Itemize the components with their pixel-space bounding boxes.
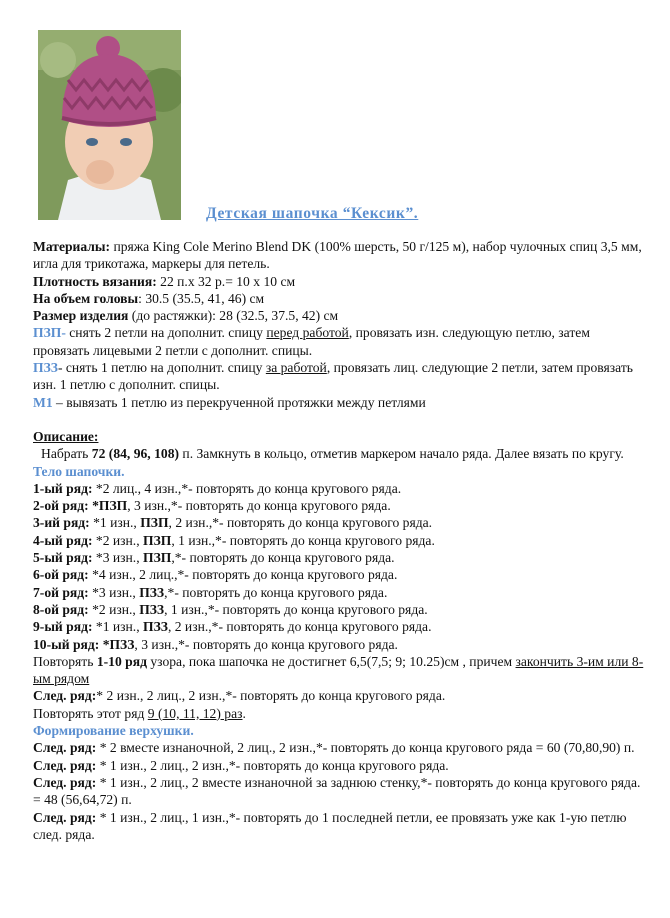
body-row-label: 8-ой ряд: xyxy=(33,601,93,617)
body-row-label: 2-ой ряд: xyxy=(33,498,93,514)
repeat2-text: Повторять этот ряд xyxy=(33,705,148,721)
body-row-part: *ПЗП xyxy=(92,498,128,514)
crown-row-text: * 1 изн., 2 лиц., 1 изн.,*- повторять до 1 последней петли, ее провязать уже как 1-ую петлю след. ряда. xyxy=(33,809,627,842)
body-row-part: , 2 изн.,*- повторять до конца кругового ряда. xyxy=(168,515,433,531)
body-heading: Тело шапочки. xyxy=(33,463,125,479)
abbr-pzp-underline: перед работой xyxy=(266,325,349,341)
abbr-pzp xyxy=(33,324,645,359)
body-row xyxy=(33,601,645,618)
crown-row xyxy=(33,774,645,809)
body-row-label: 4-ый ряд: xyxy=(33,532,96,548)
body-rows xyxy=(33,480,645,653)
body-row-part: ,*- повторять до конца кругового ряда. xyxy=(164,584,388,600)
body-row xyxy=(33,566,645,583)
repeat-line xyxy=(33,653,645,688)
abbr-m1-label: М1 xyxy=(33,394,53,410)
body-row xyxy=(33,514,645,531)
item-size-text: (до растяжки): 28 (32.5, 37.5, 42) см xyxy=(128,308,339,324)
crown-row xyxy=(33,809,645,844)
head-size-line xyxy=(33,290,645,307)
gauge-text: 22 п.х 32 р.= 10 х 10 см xyxy=(156,273,296,289)
abbr-pzp-text-end: , провязать изн. следующую петлю, затем провязать лицевыми 2 петли с дополнит. спицы. xyxy=(33,325,590,358)
abbr-pzz-label: ПЗЗ xyxy=(33,360,58,376)
body-row-part: ПЗЗ xyxy=(139,601,165,617)
repeat2-underline: 9 (10, 11, 12) раз xyxy=(147,705,243,721)
crown-row xyxy=(33,757,645,774)
body-row-part: *4 изн., 2 лиц.,*- повторять до конца кругового ряда. xyxy=(92,567,398,583)
crown-row-label: След. ряд: xyxy=(33,757,97,773)
abbr-m1-text: – вывязать 1 петлю из перекрученной протяжки между петлями xyxy=(52,394,426,410)
next-row-line xyxy=(33,687,645,704)
body-row-part: ПЗП xyxy=(140,515,169,531)
cast-on-text-end: п. Замкнуть в кольцо, отметив маркером начало ряда. Далее вязать по кругу. xyxy=(179,446,624,462)
repeat2-line xyxy=(33,705,645,722)
head-size-label: На объем головы xyxy=(33,290,139,306)
baby-hat-photo xyxy=(38,30,181,220)
body-row-part: *ПЗЗ xyxy=(102,636,135,652)
abbr-pzz xyxy=(33,359,645,394)
body-row-part: , 3 изн.,*- повторять до конца кругового ряда. xyxy=(127,498,391,514)
crown-row xyxy=(33,739,645,756)
body-row xyxy=(33,636,645,653)
body-row xyxy=(33,549,645,566)
cast-on-count: 72 (84, 96, 108) xyxy=(91,446,180,462)
body-row-part: ПЗП xyxy=(143,550,172,566)
body-row-part: *3 изн., xyxy=(92,584,140,600)
crown-rows xyxy=(33,739,645,843)
body-row-part: ПЗП xyxy=(143,532,172,548)
body-row xyxy=(33,480,645,497)
body-row-label: 7-ой ряд: xyxy=(33,584,93,600)
abbr-m1 xyxy=(33,394,645,411)
crown-row-label: След. ряд: xyxy=(33,809,97,825)
body-row-label: 5-ый ряд: xyxy=(33,550,96,566)
body-row-label: 1-ый ряд: xyxy=(33,480,96,496)
baby-in-knitted-hat-photo-icon xyxy=(38,30,181,220)
gauge-label: Плотность вязания: xyxy=(33,273,157,289)
body-row-label: 3-ий ряд: xyxy=(33,515,94,531)
gauge-line xyxy=(33,273,645,290)
cast-on-line xyxy=(33,445,645,462)
body-row xyxy=(33,497,645,514)
body-row-part: *2 изн., xyxy=(92,601,140,617)
item-size-line xyxy=(33,307,645,324)
body-row-label: 9-ый ряд: xyxy=(33,619,96,635)
body-row-part: *2 изн., xyxy=(95,532,143,548)
abbr-pzz-text-end: , провязать лиц. следующие 2 петли, затем провязать изн. 1 петлю с дополнит. спицы. xyxy=(33,360,633,393)
item-size-label: Размер изделия xyxy=(33,308,129,324)
next-row-label: След. ряд: xyxy=(33,688,97,704)
crown-row-label: След. ряд: xyxy=(33,774,97,790)
pattern-text xyxy=(33,238,645,843)
crown-row-text: * 1 изн., 2 лиц., 2 изн.,*- повторять до конца кругового ряда. xyxy=(96,757,449,773)
cast-on-text: Набрать xyxy=(41,446,92,462)
body-row xyxy=(33,532,645,549)
crown-row-text: * 1 изн., 2 лиц., 2 вместе изнаночной за заднюю стенку,*- повторять до конца кругового ряда. = 48 (56,64,72) п. xyxy=(33,774,641,808)
next-row-text: * 2 изн., 2 лиц., 2 изн.,*- повторять до конца кругового ряда. xyxy=(96,688,446,704)
body-row-label: 6-ой ряд: xyxy=(33,567,93,583)
body-row-part: *1 изн., xyxy=(95,619,143,635)
abbr-pzp-text: снять 2 петли на дополнит. спицу xyxy=(65,325,267,341)
body-row xyxy=(33,618,645,635)
body-row-part: , 1 изн.,*- повторять до конца кругового ряда. xyxy=(171,532,435,548)
crown-row-text: * 2 вместе изнаночной, 2 лиц., 2 изн.,*- повторять до конца кругового ряда = 60 (70,80,90) п. xyxy=(96,740,635,756)
abbr-pzz-text: - снять 1 петлю на дополнит. спицу xyxy=(57,360,266,376)
body-row-part: *1 изн., xyxy=(93,515,141,531)
body-row-part: , 2 изн.,*- повторять до конца кругового ряда. xyxy=(167,619,432,635)
description-heading: Описание: xyxy=(33,428,99,444)
materials-text: пряжа King Cole Merino Blend DK (100% шерсть, 50 г/125 м), набор чулочных спиц 3,5 мм, игла для трикотажа, маркеры для петель. xyxy=(33,239,642,272)
body-row-part: ,*- повторять до конца кругового ряда. xyxy=(171,550,395,566)
body-row-part: , 3 изн.,*- повторять до конца кругового ряда. xyxy=(134,636,398,652)
abbr-pzp-label: ПЗП- xyxy=(33,325,66,341)
repeat-text: Повторять xyxy=(33,653,97,669)
repeat-text-mid: узора, пока шапочка не достигнет 6,5(7,5; 9; 10.25)см , причем xyxy=(146,653,516,669)
repeat2-text-end: . xyxy=(242,705,246,721)
crown-heading: Формирование верхушки. xyxy=(33,723,194,739)
materials-line xyxy=(33,238,645,273)
abbr-pzz-underline: за работой xyxy=(265,360,327,376)
body-row xyxy=(33,584,645,601)
page-title: Детская шапочка “Кексик”. xyxy=(206,205,419,222)
crown-row-label: След. ряд: xyxy=(33,740,97,756)
body-row-part: *3 изн., xyxy=(95,550,143,566)
body-row-part: *2 лиц., 4 изн.,*- повторять до конца кругового ряда. xyxy=(95,480,402,496)
body-row-part: , 1 изн.,*- повторять до конца кругового ряда. xyxy=(164,601,428,617)
repeat-underline: закончить 3-им или 8-ым рядом xyxy=(33,653,644,687)
head-size-text: : 30.5 (35.5, 41, 46) см xyxy=(138,290,265,306)
body-row-part: ПЗЗ xyxy=(143,619,168,635)
repeat-rows: 1-10 ряд xyxy=(96,653,147,669)
materials-label: Материалы: xyxy=(33,239,111,254)
body-row-part: ПЗЗ xyxy=(139,584,165,600)
body-row-label: 10-ый ряд: xyxy=(33,636,103,652)
